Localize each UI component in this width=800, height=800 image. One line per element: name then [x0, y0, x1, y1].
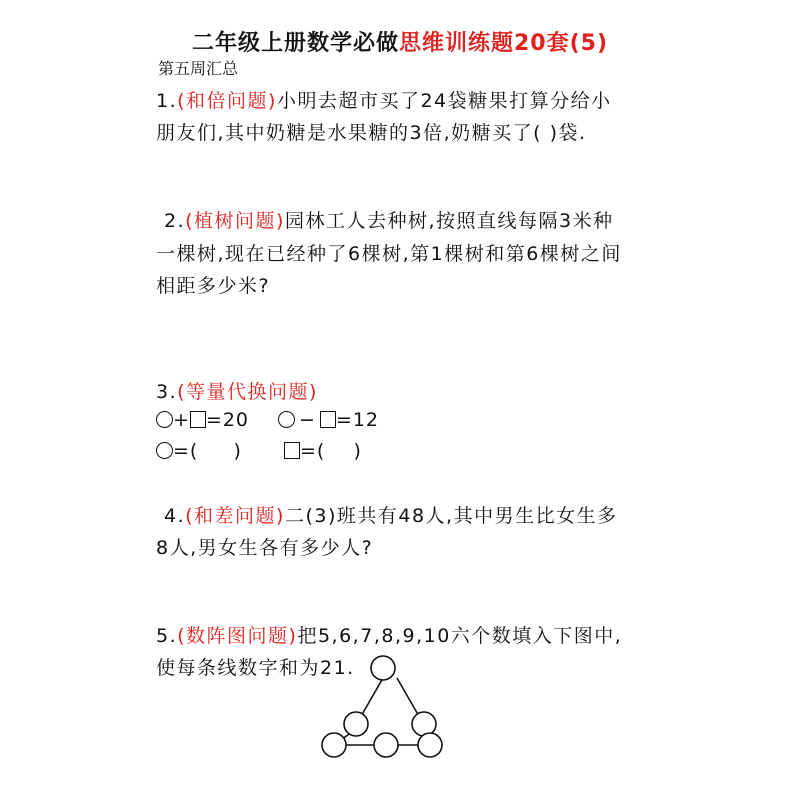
q2-line3: 相距多少米? — [156, 275, 271, 297]
q5-text1: 把5,6,7,8,9,10六个数填入下图中, — [297, 625, 623, 647]
q4-text1: 二(3)班共有48人,其中男生比女生多 — [284, 505, 618, 527]
eq2-result: =12 — [335, 409, 380, 431]
q5-number: 5. — [156, 625, 178, 647]
section-label: 第五周汇总 — [158, 59, 239, 78]
circle-symbol — [156, 411, 173, 428]
top-circle — [371, 656, 395, 680]
q4-line2: 8人,男女生各有多少人? — [156, 537, 374, 559]
q2-text1: 园林工人去种树,按照直线每隔3米种 — [284, 210, 614, 232]
q3-tag: (等量代换问题) — [177, 381, 318, 403]
bottom-left-circle — [322, 733, 346, 757]
square-symbol — [190, 411, 206, 428]
circle-symbol — [278, 411, 295, 428]
plus-operator: + — [173, 409, 190, 431]
bottom-right-circle — [418, 733, 442, 757]
eq1-result: =20 — [205, 409, 250, 431]
q3-answer-square — [284, 440, 362, 462]
q4-tag: (和差问题) — [185, 505, 285, 527]
q5-line1 — [156, 621, 622, 648]
minus-operator: − — [299, 409, 316, 431]
square-symbol — [284, 442, 300, 459]
square-symbol — [320, 411, 336, 428]
page-title — [0, 26, 800, 57]
q1-number: 1. — [156, 90, 178, 112]
q2-number: 2. — [164, 210, 186, 232]
q2-line2: 一棵树,现在已经种了6棵树,第1棵树和第6棵树之间 — [156, 243, 622, 265]
number-triangle-diagram — [320, 650, 460, 760]
q3-equation-1 — [156, 409, 249, 431]
title-main: 二年级上册数学必做 — [191, 31, 399, 56]
q1-tag: (和倍问题) — [177, 90, 277, 112]
left-middle-circle — [344, 712, 368, 736]
answer-blank-square: =( ) — [300, 440, 362, 462]
q2-tag: (植树问题) — [185, 210, 285, 232]
q3-equation-2 — [278, 409, 379, 431]
title-highlight: 思维训练题20套(5) — [398, 31, 609, 56]
q1-text1: 小明去超市买了24袋糖果打算分给小 — [276, 90, 612, 112]
circle-symbol — [156, 442, 173, 459]
bottom-middle-circle — [374, 733, 398, 757]
answer-blank-circle: =( ) — [173, 440, 242, 462]
q2-line1 — [164, 206, 614, 233]
triangle-left-edge-upper — [360, 678, 383, 718]
q4-line1 — [164, 501, 618, 528]
triangle-right-edge-upper — [397, 678, 420, 718]
q1-line1 — [156, 86, 612, 113]
q4-number: 4. — [164, 505, 186, 527]
q5-line2: 使每条线数字和为21. — [156, 657, 355, 679]
q3-number: 3. — [156, 381, 178, 403]
right-middle-circle — [412, 712, 436, 736]
q3-line1 — [156, 377, 318, 404]
q3-answer-circle — [156, 440, 242, 462]
q1-line2: 朋友们,其中奶糖是水果糖的3倍,奶糖买了( )袋. — [156, 122, 587, 144]
q5-tag: (数阵图问题) — [177, 625, 298, 647]
